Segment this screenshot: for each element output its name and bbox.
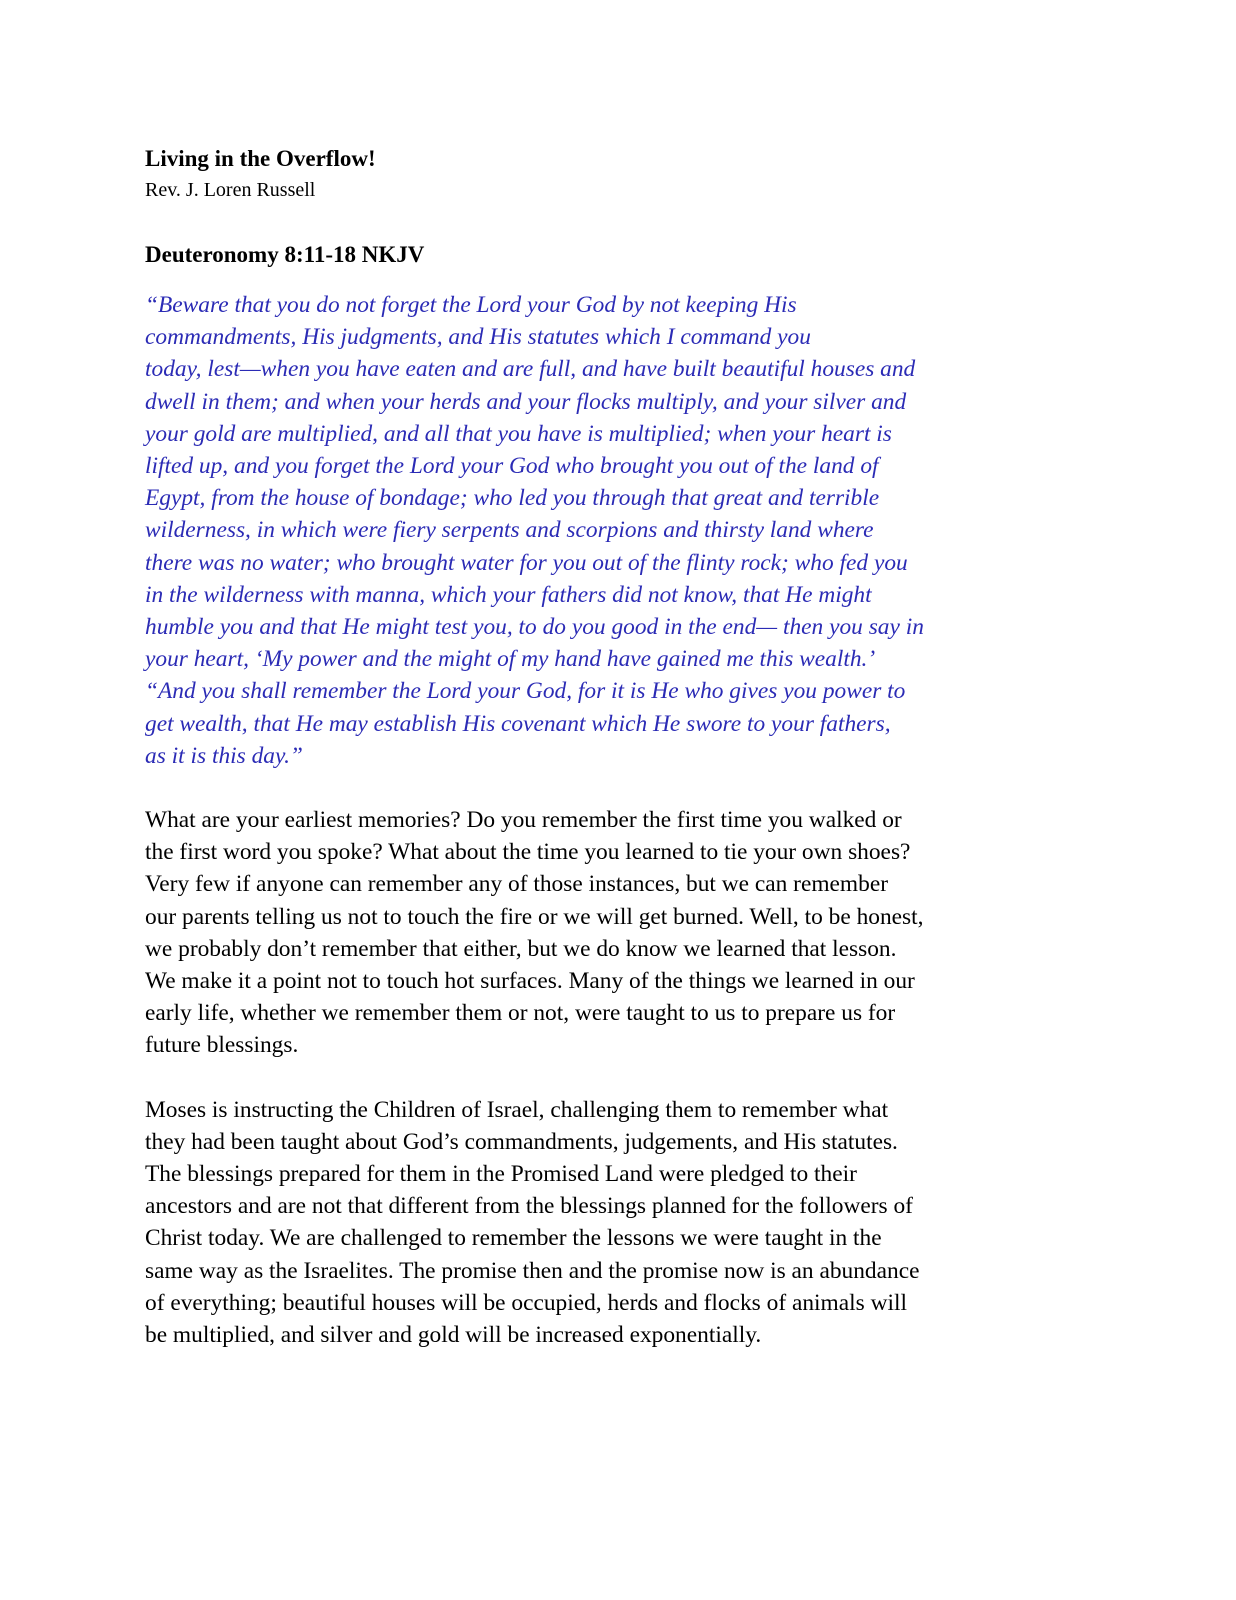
scripture-line: in the wilderness with manna, which your fathers did not know, that He might <box>145 581 872 608</box>
scripture-line: your gold are multiplied, and all that you have is multiplied; when your heart is <box>145 420 892 447</box>
scripture-line: Egypt, from the house of bondage; who led you through that great and terrible <box>145 485 880 512</box>
scripture-line: wilderness, in which were fiery serpents and scorpions and thirsty land where <box>145 517 874 544</box>
scripture-line: there was no water; who brought water for you out of the flinty rock; who fed you <box>145 549 908 576</box>
document-title: Living in the Overflow! <box>145 146 376 171</box>
paragraph-line: they had been taught about God’s commandments, judgements, and His statutes. <box>145 1128 898 1155</box>
paragraph-line: early life, whether we remember them or not, were taught to us to prepare us for <box>145 1000 896 1027</box>
body-paragraph-2 <box>145 1094 1095 1352</box>
paragraph-line: Very few if anyone can remember any of those instances, but we can remember <box>145 871 888 898</box>
body-paragraph-1 <box>145 804 1095 1062</box>
scripture-line: today, lest—when you have eaten and are full, and have built beautiful houses and <box>145 356 916 383</box>
paragraph-line: future blessings. <box>145 1032 299 1059</box>
scripture-line: as it is this day.” <box>145 742 303 769</box>
paragraph-line: ancestors and are not that different from the blessings planned for the followers of <box>145 1193 913 1220</box>
paragraph-line: same way as the Israelites. The promise then and the promise now is an abundance <box>145 1257 920 1284</box>
paragraph-line: our parents telling us not to touch the fire or we will get burned. Well, to be honest, <box>145 903 924 930</box>
scripture-line: dwell in them; and when your herds and your flocks multiply, and your silver and <box>145 388 907 415</box>
scripture-line: get wealth, that He may establish His covenant which He swore to your fathers, <box>145 710 891 737</box>
paragraph-line: of everything; beautiful houses will be occupied, herds and flocks of animals will <box>145 1289 907 1316</box>
paragraph-line: the first word you spoke? What about the time you learned to tie your own shoes? <box>145 839 911 866</box>
paragraph-line: we probably don’t remember that either, but we do know we learned that lesson. <box>145 935 897 962</box>
document-author: Rev. J. Loren Russell <box>145 179 316 201</box>
scripture-line: your heart, ‘My power and the might of my hand have gained me this wealth.’ <box>145 646 876 673</box>
paragraph-line: Christ today. We are challenged to remember the lessons we were taught in the <box>145 1225 882 1252</box>
document-content <box>145 141 1095 1351</box>
scripture-line: “And you shall remember the Lord your God, for it is He who gives you power to <box>145 678 906 705</box>
scripture-line: lifted up, and you forget the Lord your God who brought you out of the land of <box>145 453 879 480</box>
paragraph-line: The blessings prepared for them in the Promised Land were pledged to their <box>145 1161 857 1188</box>
scripture-line: humble you and that He might test you, to do you good in the end— then you say in <box>145 614 924 641</box>
paragraph-line: Moses is instructing the Children of Israel, challenging them to remember what <box>145 1096 889 1123</box>
paragraph-line: What are your earliest memories? Do you remember the first time you walked or <box>145 807 902 834</box>
scripture-line: “Beware that you do not forget the Lord your God by not keeping His <box>145 292 797 318</box>
scripture-passage <box>145 289 1095 772</box>
scripture-line: commandments, His judgments, and His statutes which I command you <box>145 324 811 351</box>
paragraph-line: We make it a point not to touch hot surfaces. Many of the things we learned in our <box>145 968 915 995</box>
scripture-reference: Deuteronomy 8:11-18 NKJV <box>145 242 425 267</box>
paragraph-line: be multiplied, and silver and gold will be increased exponentially. <box>145 1322 762 1349</box>
